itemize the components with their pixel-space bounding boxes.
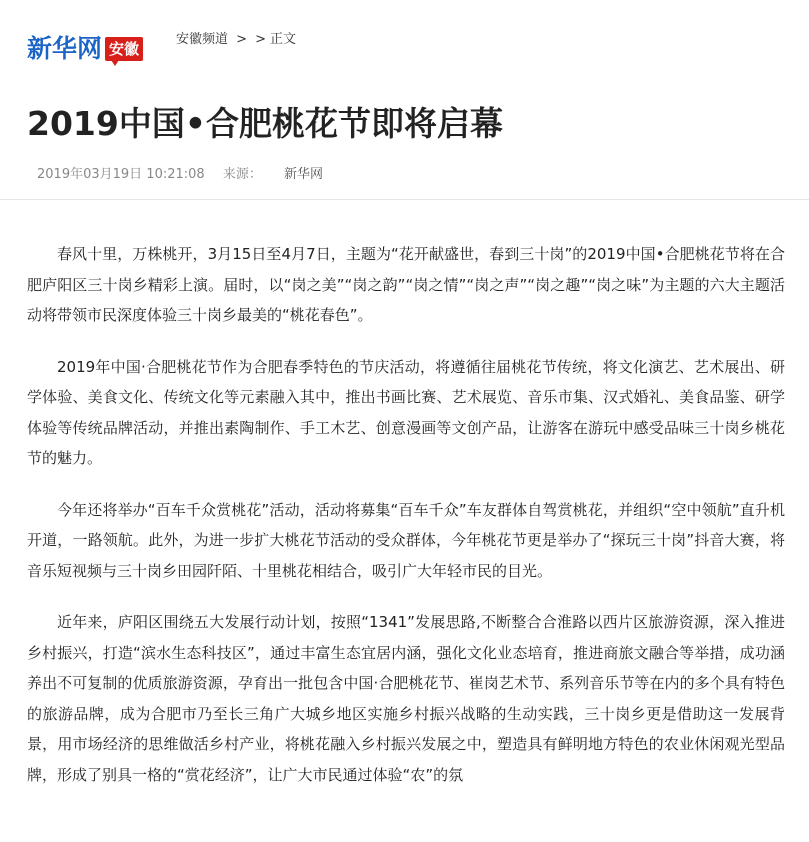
breadcrumb-current: 正文 [269, 32, 296, 47]
article-title: 2019中国•合肥桃花节即将启幕 [27, 104, 503, 143]
breadcrumb-channel-link[interactable]: 安徽频道 [176, 32, 229, 47]
article-paragraph: 春风十里，万株桃开，3月15日至4月7日，主题为“花开献盛世，春到三十岗”的2019中国•合肥桃花节将在合肥庐阳区三十岗乡精彩上演。届时，以“岗之美”“岗之韵”“岗之情”“岗之声”“岗之趣”“岗之味”为主题的六大主题活动将带领市民深度体验三十岗乡最美的“桃花春色”。 [27, 245, 785, 324]
article-paragraph: 今年还将举办“百车千众赏桃花”活动，活动将募集“百车千众”车友群体自驾赏桃花，并组织“空中领航”直升机开道，一路领航。此外，为进一步扩大桃花节活动的受众群体，今年桃花节更是举办了“探玩三十岗”抖音大赛，将音乐短视频与三十岗乡田园阡陌、十里桃花相结合，吸引广大年轻市民的目光。 [27, 500, 785, 580]
publish-datetime: 2019年03月19日 10:21:08 [37, 167, 205, 182]
header-divider [0, 199, 809, 200]
article-body [27, 239, 785, 811]
source-label: 来源： [222, 167, 262, 182]
source-name: 新华网 [283, 167, 323, 182]
article-meta [37, 166, 323, 184]
article-paragraph: 近年来，庐阳区围绕五大发展行动计划，按照“1341”发展思路,不断整合合淮路以西片区旅游资源，深入推进乡村振兴，打造“滨水生态科技区”，通过丰富生态宜居内涵，强化文化业态培育，推进商旅文融合等举措，成功涵养出不可复制的优质旅游资源，孕育出一批包含中国·合肥桃花节、崔岗艺术节、系列音乐节等在内的多个具有特色的旅游品牌，成为合肥市乃至长三角广大城乡地区实施乡村振兴战略的生动实践，三十岗乡更是借助这一发展背景，用市场经济的思维做活乡村产业，将桃花融入乡村振兴发展之中，塑造具有鲜明地方特色的农业休闲观光型品牌，形成了别具一格的“赏花经济”，让广大市民通过体验“农”的氛 [27, 613, 785, 784]
breadcrumb-separator: > [236, 32, 248, 47]
logo-main-text: 新华网 [27, 34, 103, 63]
breadcrumb-separator: > [255, 32, 266, 47]
logo-region-badge: 安徽 [105, 37, 143, 61]
site-logo[interactable] [27, 34, 143, 64]
article-paragraph: 2019年中国·合肥桃花节作为合肥春季特色的节庆活动，将遵循往届桃花节传统，将文化演艺、艺术展出、研学体验、美食文化、传统文化等元素融入其中，推出书画比赛、艺术展览、音乐市集、汉式婚礼、美食品鉴、研学体验等传统品牌活动，并推出素陶制作、手工木艺、创意漫画等文创产品，让游客在游玩中感受品味三十岗乡桃花节的魅力。 [27, 357, 785, 467]
breadcrumb [176, 31, 296, 49]
